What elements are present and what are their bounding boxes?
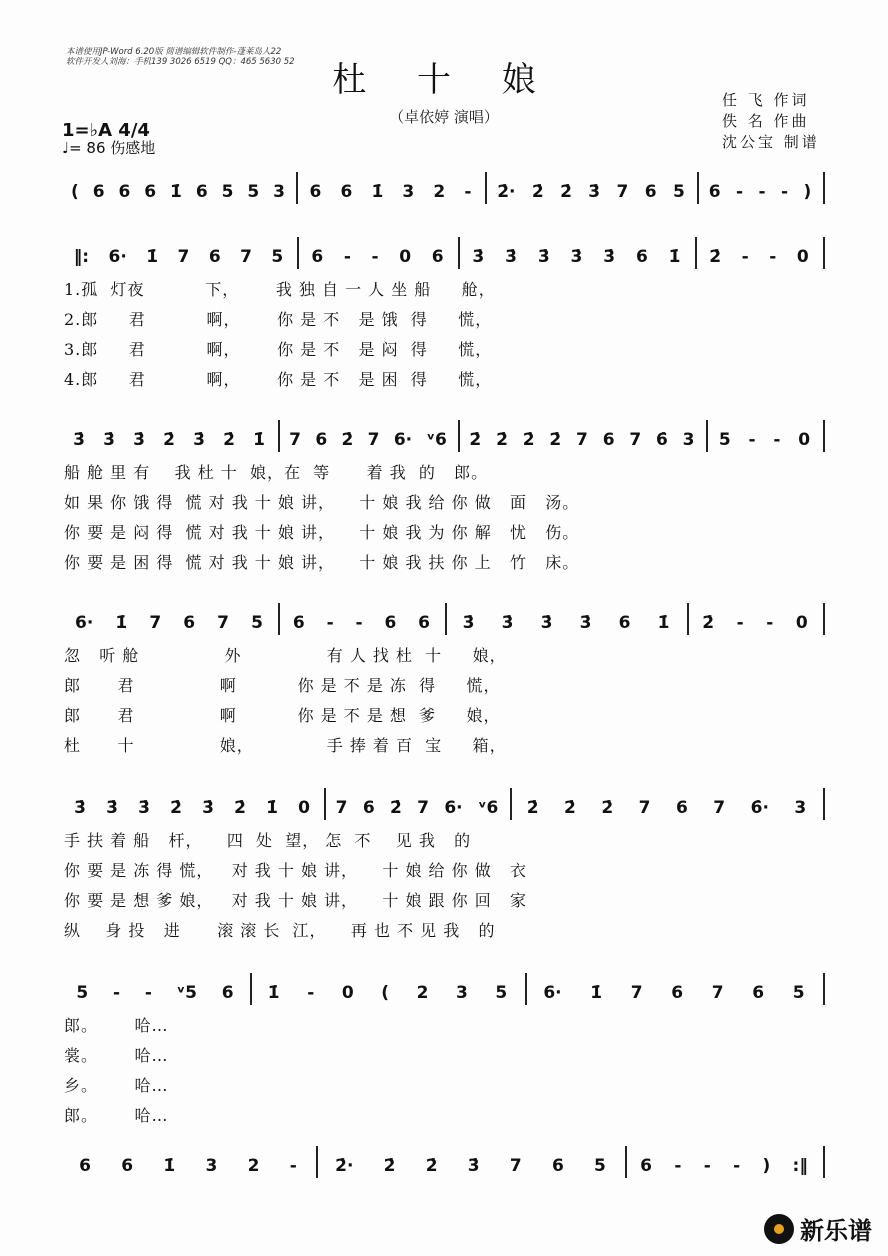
note: 3̇	[540, 613, 553, 633]
note: 2	[416, 983, 429, 1003]
barline	[296, 172, 298, 204]
note: -	[144, 983, 152, 1003]
note: 6	[340, 182, 353, 202]
note: 0	[796, 247, 809, 267]
lyric-line: 2.郎 君 啊， 你 是 不 是 饿 得 慌，	[64, 310, 493, 329]
note: )	[762, 1156, 771, 1176]
lyric-line: 忽 听 舱 外 有 人 找 杜 十 娘，	[64, 646, 507, 665]
note: 2̇·	[335, 1156, 354, 1176]
note: 2̇	[469, 430, 482, 450]
note: 2̇	[234, 798, 246, 818]
note: 1̇	[266, 798, 278, 818]
note: 7	[417, 798, 430, 818]
note: 6	[602, 430, 615, 450]
note: 6·	[543, 983, 562, 1003]
lyric-line: 你 要 是 困 得 慌 对 我 十 娘 讲， 十 娘 我 扶 你 上 竹 床。	[64, 553, 580, 572]
note: 2̇·	[497, 182, 516, 202]
note: ‖:	[73, 247, 90, 267]
barline	[445, 603, 447, 635]
note: 3̇	[467, 1156, 480, 1176]
barline	[823, 603, 825, 635]
measure	[64, 428, 274, 452]
note: 1̇	[267, 983, 280, 1003]
note: 3	[273, 182, 285, 202]
lyric-line: 4.郎 君 啊， 你 是 不 是 困 得 慌，	[64, 370, 493, 389]
note: 3	[455, 983, 468, 1003]
note: 6	[92, 182, 105, 202]
note: 3̇	[505, 247, 517, 267]
note: 6·	[108, 247, 127, 267]
note: 3̇	[579, 613, 592, 633]
note: 3̇	[462, 613, 475, 633]
barline	[823, 237, 825, 269]
note: 2̇	[223, 430, 235, 450]
note: 2	[433, 182, 446, 202]
barline	[525, 973, 527, 1005]
barline	[510, 788, 512, 820]
note: 6	[644, 182, 657, 202]
note: 3̇	[472, 247, 485, 267]
lyric-line: 如 果 你 饿 得 慌 对 我 十 娘 讲， 十 娘 我 给 你 做 面 汤。	[64, 493, 580, 512]
note: 6	[221, 983, 234, 1003]
lyric-line: 郎。 哈…	[64, 1106, 169, 1125]
note: 6	[121, 1156, 134, 1176]
note: ᵛ6	[477, 798, 499, 818]
note: -	[703, 1156, 711, 1176]
note: 2̇	[526, 798, 539, 818]
note: 5	[271, 247, 284, 267]
note: 5	[718, 430, 731, 450]
measure	[701, 180, 819, 204]
measure	[629, 1154, 819, 1178]
note: -	[748, 430, 756, 450]
note: 7	[335, 798, 348, 818]
measure	[64, 981, 246, 1005]
note: 1̇	[253, 430, 265, 450]
note: 6	[315, 430, 328, 450]
note: 0	[298, 798, 310, 818]
note: 2̇	[425, 1156, 438, 1176]
note: 6·	[393, 430, 413, 450]
note: 3̇	[106, 798, 118, 818]
note: 6	[144, 182, 157, 202]
lyric-line: 郎 君 啊 你 是 不 是 想 爹 娘，	[64, 706, 501, 725]
note: 3̇	[202, 798, 214, 818]
note: 0	[795, 613, 808, 633]
lyric-line: 船 舱 里 有 我 杜 十 娘，在 等 着 我 的 郎。	[64, 463, 489, 482]
barline	[278, 603, 280, 635]
note: 6	[671, 983, 684, 1003]
note: -	[773, 430, 781, 450]
note: 7	[509, 1156, 522, 1176]
note: 5	[792, 983, 805, 1003]
note: 1̇	[170, 182, 182, 202]
barline	[324, 788, 326, 820]
note: 2̇	[163, 430, 175, 450]
note: 6	[292, 613, 305, 633]
note: 7	[711, 983, 724, 1003]
note: 2̇	[383, 1156, 396, 1176]
lyric-line: 纵 身 投 进 滚 滚 长 江， 再 也 不 见 我 的	[64, 921, 496, 940]
staff-system	[60, 611, 830, 637]
barline	[316, 1146, 318, 1178]
note: 7	[630, 983, 643, 1003]
measure	[699, 245, 819, 269]
note: 6	[708, 182, 721, 202]
note: 6̇·	[750, 798, 769, 818]
note: 2̇	[549, 430, 562, 450]
note: 5	[594, 1156, 606, 1176]
note: 6	[752, 983, 765, 1003]
note: -	[343, 247, 351, 267]
measure	[462, 245, 691, 269]
site-logo	[764, 1211, 872, 1246]
performer: （卓依婷 演唱）	[389, 108, 499, 126]
note: 2̇	[531, 182, 544, 202]
note: 3	[402, 182, 415, 202]
barline	[695, 237, 697, 269]
credit-line: 本谱使用JP-Word 6.20版 简谱编辑软件制作-蓬莱岛人22	[66, 47, 282, 57]
note: ᵛ6	[426, 430, 447, 450]
measure	[489, 180, 693, 204]
note: 2̇	[496, 430, 508, 450]
note: -	[781, 182, 789, 202]
note: 7	[713, 798, 726, 818]
barline	[458, 420, 460, 452]
note: 5	[672, 182, 685, 202]
key-signature: 1=♭A 4/4	[62, 120, 150, 141]
note: 3	[794, 798, 807, 818]
barline	[687, 603, 689, 635]
note: 2̇	[564, 798, 576, 818]
note: 3̇	[603, 247, 616, 267]
note: 5	[221, 182, 234, 202]
note: 5	[76, 983, 89, 1003]
note: ᵛ5	[176, 983, 197, 1003]
note: 6	[183, 613, 196, 633]
credit-line: 软件开发人刘海：手机139 3026 6519 QQ：465 5630 52	[66, 57, 295, 67]
lyric-line: 郎 君 啊 你 是 不 是 冻 得 慌，	[64, 676, 501, 695]
note: 6	[311, 247, 324, 267]
barline	[458, 237, 460, 269]
measure	[710, 428, 819, 452]
lyric-line: 3.郎 君 啊， 你 是 不 是 闷 得 慌，	[64, 340, 493, 359]
note: 0	[798, 430, 811, 450]
barline	[823, 1146, 825, 1178]
note: -	[769, 247, 777, 267]
note: 6	[675, 798, 688, 818]
note: 6	[418, 613, 431, 633]
measure	[301, 245, 454, 269]
note: 3̇	[570, 247, 583, 267]
note: 7	[616, 182, 629, 202]
note: -	[355, 613, 363, 633]
note: -	[736, 182, 744, 202]
note: 3̇	[501, 613, 514, 633]
staff-system	[60, 981, 830, 1007]
song-title: 杜 十 娘	[332, 60, 556, 100]
note: 1̇	[146, 247, 159, 267]
lyric-line: 郎。 哈…	[64, 1016, 169, 1035]
note: )	[803, 182, 812, 202]
staff-system	[60, 428, 830, 454]
authors	[722, 90, 820, 153]
note: (	[381, 983, 389, 1003]
note: 3̇	[193, 430, 205, 450]
barline	[278, 420, 280, 452]
lyric-line: 1.孤 灯夜 下， 我 独 自 一 人 坐 船 舱，	[64, 280, 496, 299]
staff-system	[60, 245, 830, 271]
note: 3	[682, 430, 695, 450]
note: 1̇	[657, 613, 670, 633]
note: 6̇	[656, 430, 668, 450]
lyric-line: 杜 十 娘， 手 捧 着 百 宝 箱，	[64, 736, 507, 755]
note: 3̇	[138, 798, 150, 818]
note: 7	[629, 430, 642, 450]
note: 7	[177, 247, 190, 267]
arranger: 沈公宝 制谱	[722, 133, 820, 151]
note: -	[741, 247, 749, 267]
barline	[250, 973, 252, 1005]
measure	[449, 611, 683, 635]
note: -	[307, 983, 315, 1003]
note: 6	[551, 1156, 564, 1176]
note: 6	[195, 182, 208, 202]
note: -	[112, 983, 121, 1003]
note: 0	[399, 247, 412, 267]
note: 7	[638, 798, 651, 818]
measure	[64, 611, 274, 635]
note: 6	[362, 798, 375, 818]
note: 6	[79, 1156, 91, 1176]
note: 1̇	[371, 182, 384, 202]
note: 2̇	[601, 798, 614, 818]
note: 6	[618, 613, 631, 633]
note: -	[464, 182, 472, 202]
note: 7	[367, 430, 380, 450]
note: -	[733, 1156, 741, 1176]
note: 7	[240, 247, 252, 267]
measure	[320, 1154, 621, 1178]
note: -	[736, 613, 744, 633]
vinyl-disc-icon	[764, 1214, 794, 1244]
measure	[529, 981, 819, 1005]
lyric-line: 乡。 哈…	[64, 1076, 169, 1095]
measure	[282, 611, 441, 635]
staff-system	[60, 796, 830, 822]
lyric-line: 手 扶 着 船 杆， 四 处 望， 怎 不 见 我 的	[64, 831, 472, 850]
measure	[64, 245, 293, 269]
barline	[625, 1146, 627, 1178]
barline	[823, 172, 825, 204]
note: 6·	[444, 798, 463, 818]
note: 1̇	[590, 983, 603, 1003]
lyric-line: 你 要 是 想 爹 娘， 对 我 十 娘 讲， 十 娘 跟 你 回 家	[64, 891, 527, 910]
note: 3	[205, 1156, 218, 1176]
staff-system	[60, 180, 830, 206]
note: -	[289, 1156, 297, 1176]
note: 2̇	[702, 613, 715, 633]
note: -	[766, 613, 774, 633]
note: 7	[289, 430, 301, 450]
tempo-marking: ♩= 86 伤感地	[62, 139, 156, 157]
note: 6	[431, 247, 444, 267]
note: (	[70, 182, 79, 202]
composer: 佚 名 作曲	[722, 112, 810, 130]
note: 6	[384, 613, 397, 633]
barline	[297, 237, 299, 269]
note: 7	[149, 613, 162, 633]
note: 6	[118, 182, 131, 202]
note: -	[326, 613, 334, 633]
note: -	[758, 182, 766, 202]
note: 3̇	[103, 430, 115, 450]
note: 6·	[75, 613, 94, 633]
measure	[328, 796, 506, 820]
note: 7	[217, 613, 230, 633]
note: 3̇	[133, 430, 145, 450]
note: 0	[341, 983, 354, 1003]
barline	[823, 788, 825, 820]
note: 2̇	[560, 182, 572, 202]
note: 2̇	[522, 430, 535, 450]
lyric-line: 你 要 是 闷 得 慌 对 我 十 娘 讲， 十 娘 我 为 你 解 忧 伤。	[64, 523, 580, 542]
note: 6	[635, 247, 648, 267]
note: 2	[247, 1156, 260, 1176]
note: 6	[309, 182, 322, 202]
barline	[697, 172, 699, 204]
measure	[462, 428, 702, 452]
note: 1̇	[115, 613, 128, 633]
note: 7	[576, 430, 588, 450]
measure	[514, 796, 819, 820]
staff-system	[60, 1154, 830, 1180]
measure	[691, 611, 819, 635]
note: 2̇	[709, 247, 722, 267]
note: 3̇	[588, 182, 601, 202]
measure	[64, 796, 320, 820]
lyric-line: 裳。 哈…	[64, 1046, 169, 1065]
measure	[254, 981, 521, 1005]
note: :‖	[792, 1156, 808, 1176]
measure	[300, 180, 481, 204]
measure	[64, 180, 292, 204]
note: 5	[495, 983, 508, 1003]
lyric-line: 你 要 是 冻 得 慌， 对 我 十 娘 讲， 十 娘 给 你 做 衣	[64, 861, 527, 880]
note: 6	[208, 247, 221, 267]
note: 2̇	[170, 798, 182, 818]
lyricist: 任 飞 作词	[722, 91, 810, 109]
note: 2̇	[341, 430, 354, 450]
note: 6	[640, 1156, 652, 1176]
note: 1̇	[668, 247, 681, 267]
note: -	[674, 1156, 682, 1176]
measure	[64, 1154, 312, 1178]
note: 5	[247, 182, 260, 202]
note: 2̇	[390, 798, 402, 818]
note: 5	[251, 613, 263, 633]
logo-text: 新乐谱	[800, 1217, 872, 1245]
note: 1̇	[163, 1156, 176, 1176]
note: 3̇	[74, 798, 86, 818]
barline	[485, 172, 487, 204]
note: 3̇	[537, 247, 550, 267]
measure	[282, 428, 454, 452]
note: 3̇	[73, 430, 85, 450]
barline	[823, 420, 825, 452]
barline	[823, 973, 825, 1005]
barline	[706, 420, 708, 452]
note: -	[371, 247, 379, 267]
